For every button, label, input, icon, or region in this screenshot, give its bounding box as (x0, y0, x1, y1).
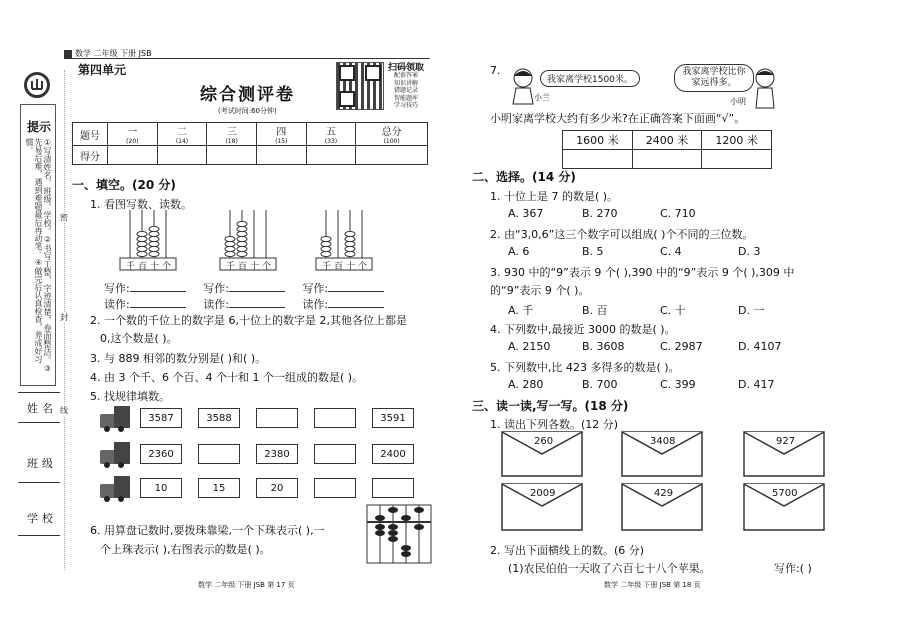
s2-q4: 4. 下列数中,最接近 3000 的数是( )。 (490, 323, 676, 336)
score-col: 三 (18) (207, 123, 257, 146)
train-car[interactable] (198, 444, 240, 464)
q7-option: 1600 米 (563, 131, 633, 150)
abacus-label-2: 千百十个 (226, 262, 275, 272)
score-col: 一 (20) (108, 123, 158, 146)
header-rule (64, 58, 430, 59)
score-col: 总分 (100) (356, 123, 428, 146)
train-car: 20 (256, 478, 298, 498)
train-row-3 (100, 476, 430, 504)
q7-question: 小明家离学校大约有多少米?在正确答案下面画“√”。 (490, 112, 746, 125)
option[interactable]: B. 百 (582, 304, 608, 317)
answer-blank[interactable] (229, 307, 285, 308)
section1-title: 一、填空。(20 分) (72, 178, 176, 192)
s2-q3: 3. 930 中的“9”表示 9 个( ),390 中的“9”表示 9 个( ),309 中的“9”表示 9 个( )。 (490, 266, 795, 297)
train-car: 2380 (256, 444, 298, 464)
option[interactable]: D. 417 (738, 378, 775, 391)
abacus-label-3: 千百十个 (322, 262, 371, 272)
section2-title: 二、选择。(14 分) (472, 170, 576, 184)
page-title: 综合测评卷 (200, 85, 295, 105)
qr-item-list (394, 72, 418, 110)
cut-char-1: 密 (60, 213, 68, 222)
s3-q2-1-answer[interactable]: 写作:( ) (774, 562, 812, 575)
answer-blank[interactable] (229, 291, 285, 292)
option[interactable]: C. 399 (660, 378, 696, 391)
qr-item: 学习技巧 (394, 102, 419, 109)
qr-code[interactable] (336, 62, 384, 110)
unit-title: 第四单元 (78, 63, 127, 77)
field-line-4 (18, 535, 60, 536)
qr-title: 扫码领取 (388, 63, 425, 73)
option[interactable]: C. 4 (660, 245, 682, 258)
train-car[interactable] (314, 444, 356, 464)
answer-blank[interactable] (328, 291, 384, 292)
s3-q2: 2. 写出下面横线上的数。(6 分) (490, 544, 645, 557)
option[interactable]: D. 一 (738, 304, 765, 317)
field-school[interactable]: 学校 (27, 512, 57, 525)
speech-bubble-xiaoming: 我家离学校比你家远得多。 (674, 64, 754, 92)
s2-q2: 2. 由“3,0,6”这三个数字可以组成( )个不同的三位数。 (490, 228, 754, 241)
qr-item: 配套答案 (394, 72, 419, 79)
answer-blank[interactable] (130, 307, 186, 308)
s1-q6b: 个上珠表示( ),右图表示的数是( )。 (100, 543, 271, 556)
envelope-number: 927 (776, 436, 796, 447)
score-col: 二 (14) (157, 123, 207, 146)
tip-text: ①写清姓名、班级、学校。②书写工整，字迹清楚，卷面整洁。③先易后难，遇到难题最后再动笔。④做完后认真检查，养成好习惯。 (25, 138, 52, 373)
option[interactable]: C. 710 (660, 207, 696, 220)
qr-item: 智能题库 (394, 94, 419, 102)
train-engine-icon (100, 406, 134, 430)
train-car: 3588 (198, 408, 240, 428)
section3-title: 三、读一读,写一写。(18 分) (472, 399, 629, 413)
s1-q3: 3. 与 889 相邻的数分别是( )和( )。 (90, 352, 267, 365)
train-car[interactable] (256, 408, 298, 428)
s3-q2-1: (1)农民伯伯一天收了六百七十八个苹果。 (508, 562, 711, 575)
option[interactable]: B. 270 (582, 207, 618, 220)
envelope-number: 2009 (530, 488, 556, 499)
score-cell[interactable] (306, 146, 356, 165)
score-cell[interactable] (207, 146, 257, 165)
s2-q5: 5. 下列数中,比 423 多得多的数是( )。 (490, 361, 680, 374)
train-engine-icon (100, 442, 134, 466)
option[interactable]: A. 367 (508, 207, 544, 220)
s3-q1: 1. 读出下列各数。(12 分) (490, 418, 619, 431)
envelope-number: 5700 (772, 488, 798, 499)
write-row: 写作: 写作: 写作: (104, 280, 384, 296)
q7-check-cell[interactable] (563, 150, 633, 169)
suanpan-figure (366, 504, 432, 566)
train-car: 2400 (372, 444, 414, 464)
q7-num: 7. (490, 64, 501, 77)
qr-item: 错题记录 (394, 87, 419, 94)
score-col: 五 (33) (306, 123, 356, 146)
train-car[interactable] (314, 478, 356, 498)
speech-bubble-xiaolan: 我家离学校1500米。 (540, 70, 640, 87)
score-cell[interactable] (157, 146, 207, 165)
read-row: 读作: 读作: 读作: (104, 296, 384, 312)
option[interactable]: C. 2987 (660, 340, 703, 353)
s1-q2a: 2. 一个数的千位上的数字是 6,十位上的数字是 2,其他各位上都是 (90, 314, 407, 327)
series-text: 数学 二年级 下册 JSB (75, 49, 152, 58)
score-row-label: 得分 (73, 146, 108, 165)
train-car: 3587 (140, 408, 182, 428)
envelope-number: 429 (654, 488, 674, 499)
option[interactable]: D. 3 (738, 245, 761, 258)
option[interactable]: A. 280 (508, 378, 544, 391)
option[interactable]: D. 4107 (738, 340, 782, 353)
s2-q2-options (508, 245, 798, 258)
option[interactable]: A. 2150 (508, 340, 551, 353)
answer-blank[interactable] (130, 291, 186, 292)
envelope-number: 260 (534, 436, 554, 447)
score-cell[interactable] (108, 146, 158, 165)
boy-figure-icon (750, 66, 780, 110)
qr-item: 知识讲解 (394, 79, 419, 87)
train-row-2 (100, 442, 430, 470)
train-row-1 (100, 406, 430, 434)
answer-blank[interactable] (328, 307, 384, 308)
q7-check-cell[interactable] (632, 150, 702, 169)
option[interactable]: A. 千 (508, 304, 534, 317)
q7-answer-table (562, 130, 772, 169)
option[interactable]: A. 6 (508, 245, 530, 258)
footer-right: 数学 二年级 下册 JSB 第 18 页 (604, 581, 701, 589)
s1-q6a: 6. 用算盘记数时,要拨珠靠梁,一个下珠表示( ),一 (90, 524, 325, 537)
q7-option: 2400 米 (632, 131, 702, 150)
score-cell[interactable] (356, 146, 428, 165)
s2-q4-options (508, 340, 798, 353)
q7-option: 1200 米 (702, 131, 772, 150)
cut-char-2: 封 (60, 313, 68, 322)
train-car: 15 (198, 478, 240, 498)
field-line-1 (18, 392, 60, 393)
field-class[interactable]: 班级 (27, 457, 57, 470)
train-car[interactable] (372, 478, 414, 498)
s1-q5: 5. 找规律填数。 (90, 390, 170, 403)
xiaoming-label: 小明 (730, 97, 746, 106)
cut-char-3: 线 (60, 406, 68, 415)
envelope-number: 3408 (650, 436, 676, 447)
train-car: 10 (140, 478, 182, 498)
train-car: 2360 (140, 444, 182, 464)
s2-q5-options (508, 378, 798, 391)
score-table (72, 122, 428, 165)
footer-left: 数学 二年级 下册 JSB 第 17 页 (198, 581, 295, 589)
train-engine-icon (100, 476, 134, 500)
s2-q1: 1. 十位上是 7 的数是( )。 (490, 190, 619, 203)
train-car[interactable] (314, 408, 356, 428)
abacus-label-1: 千百十个 (126, 262, 175, 272)
logo-icon (24, 72, 50, 98)
s1-q2b: 0,这个数是( )。 (100, 332, 178, 345)
option[interactable]: B. 3608 (582, 340, 625, 353)
field-line-2 (18, 422, 60, 423)
score-cell[interactable] (256, 146, 306, 165)
option[interactable]: C. 十 (660, 304, 686, 317)
train-car: 3591 (372, 408, 414, 428)
s1-q1: 1. 看图写数、读数。 (90, 198, 192, 211)
field-name[interactable]: 姓名 (27, 402, 57, 415)
tip-title: 提示 (27, 120, 52, 134)
option[interactable]: B. 5 (582, 245, 604, 258)
s2-q1-options (508, 207, 738, 220)
field-line-3 (18, 482, 60, 483)
score-row-label: 题号 (73, 123, 108, 146)
option[interactable]: B. 700 (582, 378, 618, 391)
exam-time: (考试时间:60分钟) (218, 107, 277, 115)
s1-q4: 4. 由 3 个千、6 个百、4 个十和 1 个一组成的数是( )。 (90, 371, 364, 384)
s2-q3-options (508, 302, 798, 318)
q7-check-cell[interactable] (702, 150, 772, 169)
xiaolan-label: 小兰 (534, 93, 550, 102)
score-col: 四 (15) (256, 123, 306, 146)
